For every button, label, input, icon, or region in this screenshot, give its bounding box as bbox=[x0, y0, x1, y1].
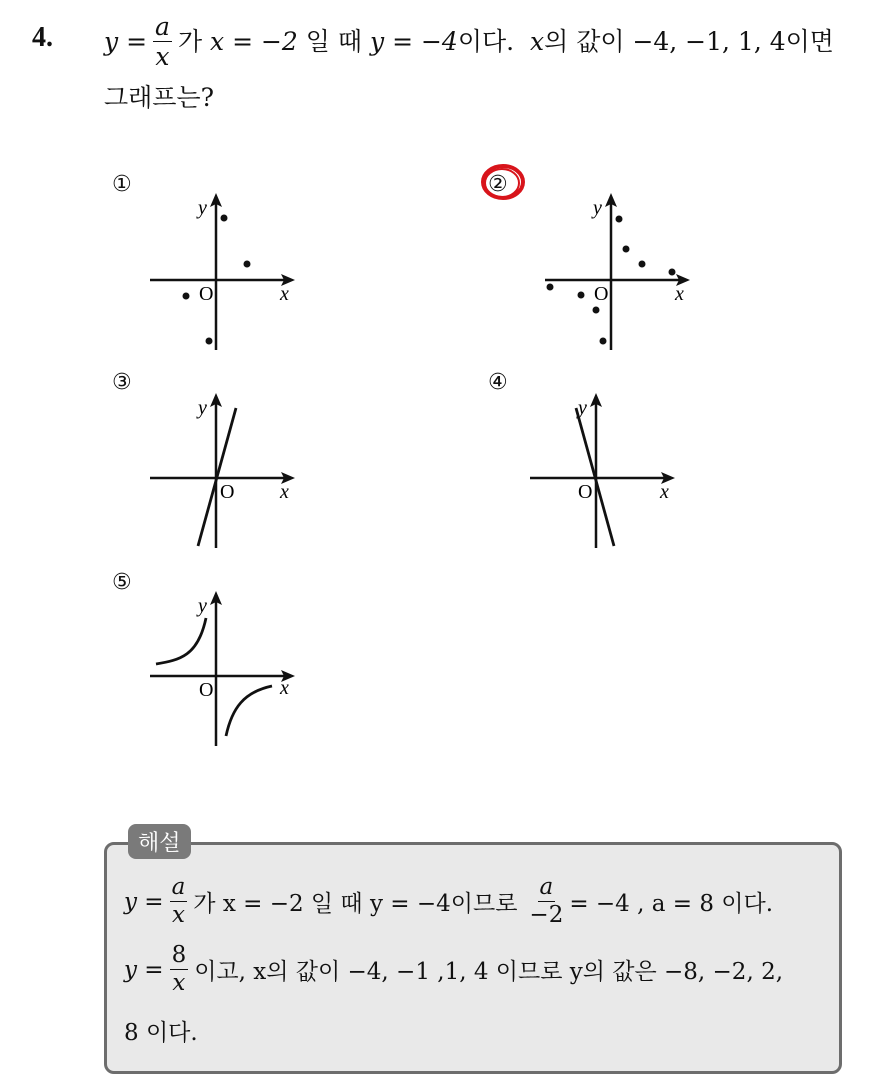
x-axis-label: x bbox=[280, 283, 289, 305]
text-ida: 이다. bbox=[457, 26, 515, 56]
y-axis-label: y bbox=[198, 197, 207, 219]
y-equals: y = bbox=[104, 26, 148, 56]
graph-choice-1[interactable] bbox=[140, 190, 310, 360]
origin-label: O bbox=[578, 481, 593, 503]
fraction-denominator: −2 bbox=[529, 902, 564, 928]
point bbox=[623, 246, 630, 253]
point bbox=[639, 261, 646, 268]
choice-4-marker[interactable]: ④ bbox=[488, 370, 508, 395]
fraction-numerator: a bbox=[171, 874, 186, 900]
fraction-numerator: a bbox=[539, 874, 554, 900]
hyperbola-branch-lower bbox=[226, 686, 272, 736]
solution-line-2 bbox=[124, 944, 783, 995]
sol-text-1: 가 x = −2 일 때 y = −4이므로 bbox=[193, 891, 518, 917]
y-axis-label: y bbox=[198, 595, 207, 617]
fraction-denominator: x bbox=[171, 902, 185, 928]
graph-choice-3[interactable] bbox=[140, 390, 310, 560]
solution-line-1 bbox=[124, 876, 773, 927]
choice-3-marker[interactable]: ③ bbox=[112, 370, 132, 395]
point bbox=[206, 338, 213, 345]
text-ga: 가 bbox=[177, 26, 203, 56]
sol-text-2: = −4 , a = 8 이다. bbox=[569, 891, 774, 917]
fraction-a-over-x bbox=[153, 14, 172, 69]
solution-line-3: 8 이다. bbox=[124, 1020, 198, 1046]
x-variable: x bbox=[529, 26, 545, 56]
sol-fraction-8-over-x bbox=[170, 944, 189, 995]
sol-y-equals: y = bbox=[124, 888, 164, 915]
origin-label: O bbox=[220, 481, 235, 503]
x-axis-label: x bbox=[280, 481, 289, 503]
point bbox=[244, 261, 251, 268]
sol-fraction-a-over-x bbox=[170, 876, 188, 927]
origin-label: O bbox=[199, 283, 214, 305]
fraction-numerator: 8 bbox=[171, 942, 187, 968]
choice-2-marker[interactable]: ② bbox=[488, 172, 508, 197]
x-axis-label: x bbox=[660, 481, 669, 503]
hyperbola-branch-upper bbox=[156, 618, 206, 664]
text-values: 의 값이 −4, −1, 1, 4이면 bbox=[544, 26, 834, 56]
text-when: 일 때 bbox=[305, 26, 363, 56]
y-axis-label: y bbox=[198, 397, 207, 419]
solution-tag: 해설 bbox=[128, 824, 191, 859]
sol-text-3: 이고, x의 값이 −4, −1 ,1, 4 이므로 y의 값은 −8, −2, 2, bbox=[194, 959, 784, 985]
point bbox=[547, 284, 554, 291]
question-number: 4. bbox=[32, 22, 53, 53]
point bbox=[578, 292, 585, 299]
point bbox=[183, 293, 190, 300]
choice-5-marker[interactable]: ⑤ bbox=[112, 570, 132, 595]
point bbox=[221, 215, 228, 222]
point bbox=[669, 269, 676, 276]
origin-label: O bbox=[594, 283, 609, 305]
y-condition: y = −4 bbox=[370, 26, 458, 56]
fraction-denominator: x bbox=[155, 42, 170, 71]
origin-label: O bbox=[199, 679, 214, 701]
fraction-denominator: x bbox=[172, 970, 186, 996]
question-line-2: 그래프는? bbox=[104, 83, 215, 112]
choice-1-marker[interactable]: ① bbox=[112, 172, 132, 197]
graph-choice-4[interactable] bbox=[520, 390, 690, 560]
x-axis-label: x bbox=[675, 283, 684, 305]
x-condition: x = −2 bbox=[210, 26, 298, 56]
sol-y-equals-2: y = bbox=[124, 956, 164, 983]
graph-choice-2[interactable] bbox=[535, 190, 705, 360]
sol-fraction-a-over-minus2 bbox=[529, 876, 563, 927]
y-axis-label: y bbox=[578, 397, 587, 419]
point bbox=[600, 338, 607, 345]
x-axis-label: x bbox=[280, 677, 289, 699]
point bbox=[593, 307, 600, 314]
answer-mark-circle bbox=[478, 160, 528, 204]
graph-choice-5[interactable] bbox=[140, 588, 310, 758]
y-axis-label: y bbox=[593, 197, 602, 219]
fraction-numerator: a bbox=[155, 12, 170, 41]
point bbox=[616, 216, 623, 223]
question-text bbox=[104, 14, 864, 69]
